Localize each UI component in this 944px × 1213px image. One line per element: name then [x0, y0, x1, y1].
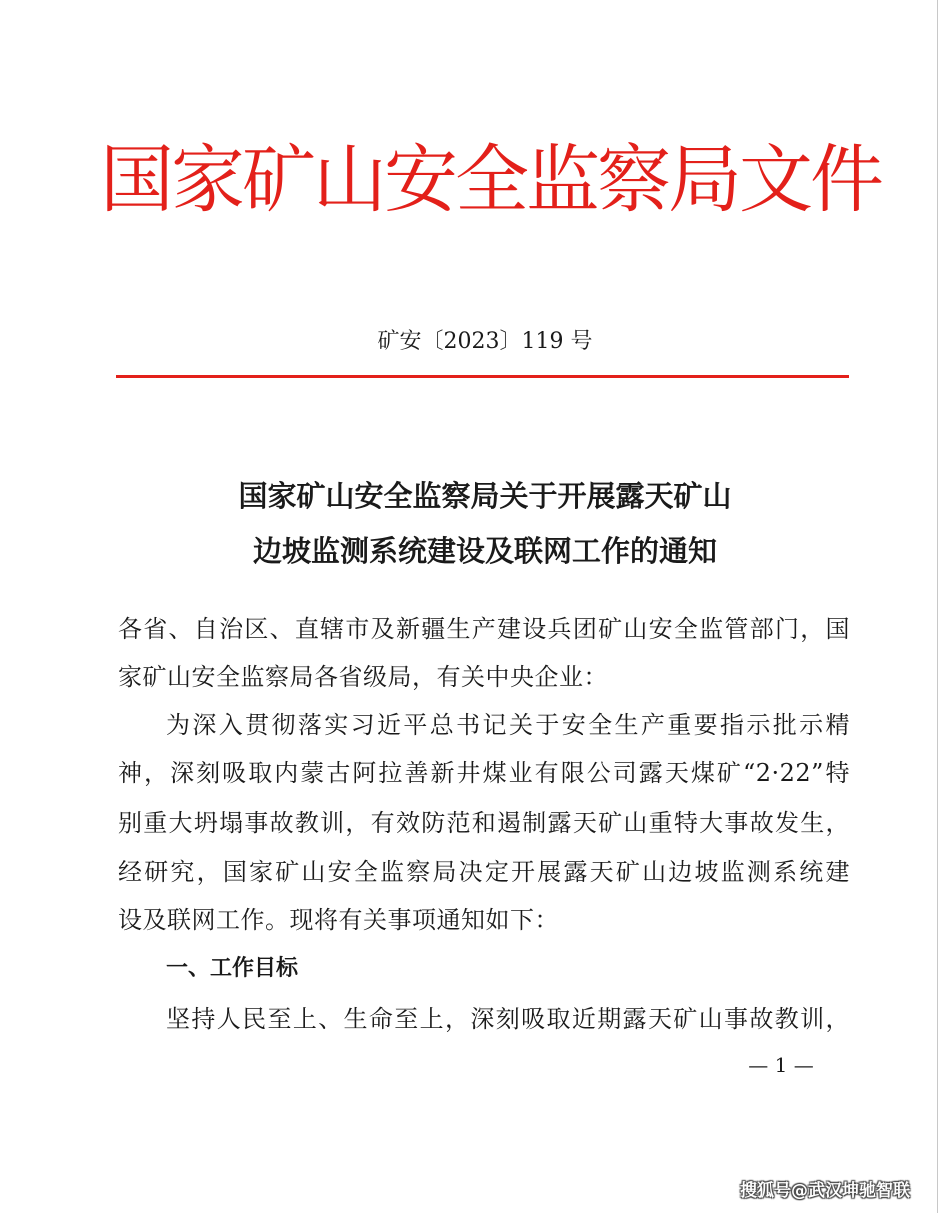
addressee-line-1: 各省、自治区、直辖市及新疆生产建设兵团矿山安全监管部门，国	[118, 615, 850, 643]
page-edge	[937, 0, 938, 1213]
red-separator-rule	[116, 375, 849, 378]
paragraph-1-line-1: 为深入贯彻落实习近平总书记关于安全生产重要指示批示精	[166, 711, 850, 739]
section-heading-work-goals: 一、工作目标	[166, 956, 299, 981]
source-watermark: 搜狐号@武汉坤驰智联	[740, 1181, 910, 1201]
paragraph-1-line-3: 别重大坍塌事故教训，有效防范和遏制露天矿山重特大事故发生，	[118, 809, 850, 837]
notice-title-line-2: 边坡监测系统建设及联网工作的通知	[252, 534, 717, 568]
page-number: — 1 —	[748, 1053, 814, 1077]
notice-title-line-1: 国家矿山安全监察局关于开展露天矿山	[238, 479, 732, 513]
paragraph-1-line-2: 神，深刻吸取内蒙古阿拉善新井煤业有限公司露天煤矿“2·22”特	[118, 759, 850, 787]
document-number: 矿安〔2023〕119 号	[377, 329, 593, 354]
addressee-line-2: 家矿山安全监察局各省级局，有关中央企业：	[118, 663, 608, 691]
issuer-title: 国家矿山安全监察局文件	[100, 137, 881, 223]
paragraph-1-line-5: 设及联网工作。现将有关事项通知如下：	[118, 906, 559, 934]
paragraph-1-line-4: 经研究，国家矿山安全监察局决定开展露天矿山边坡监测系统建	[118, 858, 850, 886]
section-1-line-1: 坚持人民至上、生命至上，深刻吸取近期露天矿山事故教训，	[166, 1005, 850, 1033]
